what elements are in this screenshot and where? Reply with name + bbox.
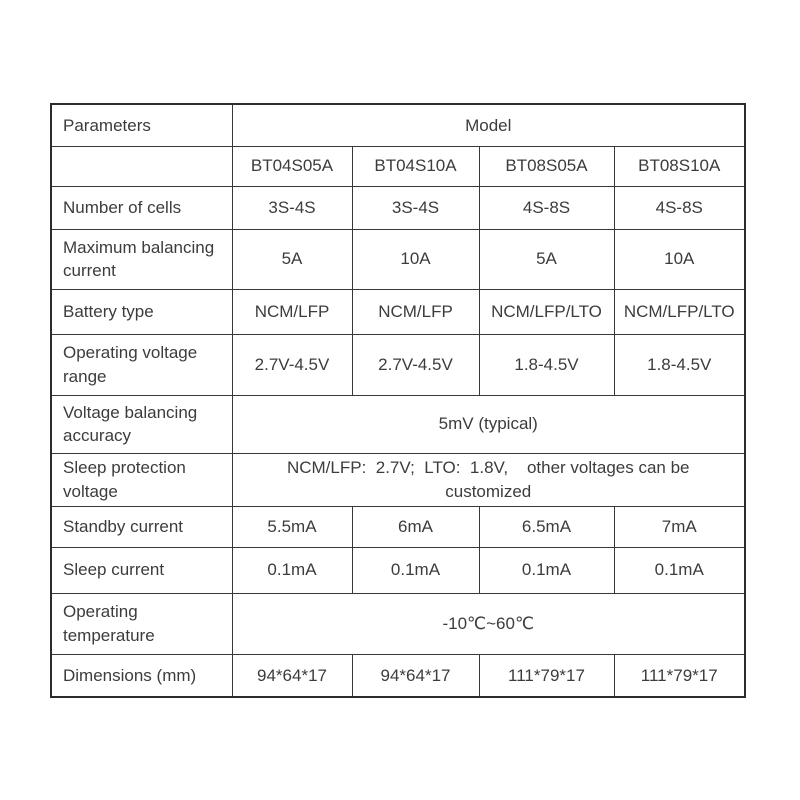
value-cell: 0.1mA — [614, 547, 745, 593]
row-label: Number of cells — [51, 186, 232, 229]
spec-row-balancing-accuracy — [51, 395, 745, 453]
spec-row-standby-current — [51, 506, 745, 547]
value-cell: NCM/LFP — [352, 289, 479, 334]
row-label: Dimensions (mm) — [51, 654, 232, 697]
model-names-row — [51, 146, 745, 186]
spec-row-operating-voltage — [51, 334, 745, 395]
model-name-cell: BT08S05A — [479, 146, 614, 186]
value-cell: 111*79*17 — [614, 654, 745, 697]
spec-row-dimensions — [51, 654, 745, 697]
row-label: Operating voltage range — [51, 334, 232, 395]
value-cell: 2.7V-4.5V — [232, 334, 352, 395]
value-cell: 10A — [352, 229, 479, 289]
value-cell: 0.1mA — [479, 547, 614, 593]
value-cell: 5.5mA — [232, 506, 352, 547]
model-name-cell: BT04S10A — [352, 146, 479, 186]
spec-row-battery-type — [51, 289, 745, 334]
spec-row-sleep-current — [51, 547, 745, 593]
row-label: Standby current — [51, 506, 232, 547]
value-cell-span: 5mV (typical) — [232, 395, 745, 453]
model-name-cell: BT04S05A — [232, 146, 352, 186]
header-row — [51, 104, 745, 146]
row-label: Sleep protection voltage — [51, 453, 232, 506]
value-cell-span: NCM/LFP: 2.7V; LTO: 1.8V, other voltages can be customized — [232, 453, 745, 506]
value-cell: 5A — [479, 229, 614, 289]
value-cell: 6.5mA — [479, 506, 614, 547]
row-label: Operating temperature — [51, 593, 232, 654]
value-cell: 0.1mA — [352, 547, 479, 593]
row-label: Sleep current — [51, 547, 232, 593]
row-label: Maximum balancing current — [51, 229, 232, 289]
spec-row-sleep-protection — [51, 453, 745, 506]
value-cell: 6mA — [352, 506, 479, 547]
spec-row-max-balancing-current — [51, 229, 745, 289]
value-cell: 10A — [614, 229, 745, 289]
row-label: Battery type — [51, 289, 232, 334]
value-cell: 1.8-4.5V — [614, 334, 745, 395]
value-cell: 4S-8S — [479, 186, 614, 229]
value-cell: NCM/LFP — [232, 289, 352, 334]
value-cell-span: -10℃~60℃ — [232, 593, 745, 654]
row-label: Voltage balancing accuracy — [51, 395, 232, 453]
value-cell: 94*64*17 — [352, 654, 479, 697]
model-name-cell: BT08S10A — [614, 146, 745, 186]
value-cell: 1.8-4.5V — [479, 334, 614, 395]
value-cell: 0.1mA — [232, 547, 352, 593]
value-cell: 111*79*17 — [479, 654, 614, 697]
value-cell: NCM/LFP/LTO — [479, 289, 614, 334]
spec-row-number-of-cells — [51, 186, 745, 229]
spec-table-container — [50, 103, 746, 698]
value-cell: 2.7V-4.5V — [352, 334, 479, 395]
parameters-header-cell: Parameters — [51, 104, 232, 146]
value-cell: 5A — [232, 229, 352, 289]
empty-cell — [51, 146, 232, 186]
model-header-cell: Model — [232, 104, 745, 146]
value-cell: 3S-4S — [232, 186, 352, 229]
value-cell: 4S-8S — [614, 186, 745, 229]
value-cell: NCM/LFP/LTO — [614, 289, 745, 334]
spec-table — [50, 103, 746, 698]
value-cell: 7mA — [614, 506, 745, 547]
value-cell: 94*64*17 — [232, 654, 352, 697]
value-cell: 3S-4S — [352, 186, 479, 229]
spec-row-operating-temperature — [51, 593, 745, 654]
